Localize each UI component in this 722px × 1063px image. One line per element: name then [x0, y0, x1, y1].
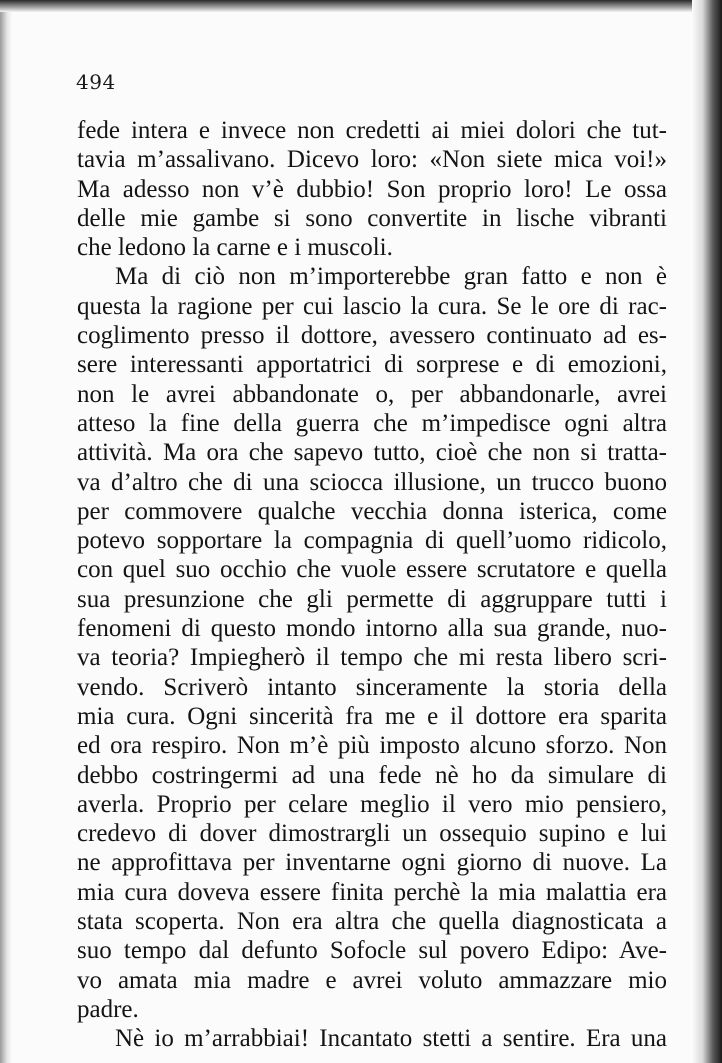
text-line: fenomeni di questo mondo intorno alla sua grande, nuo-	[77, 615, 667, 643]
text-line: credevo di dover dimostrargli un ossequio supino e lui	[77, 820, 667, 848]
page-edge-shadow	[692, 0, 722, 1063]
text-line: che ledono la carne e i muscoli.	[77, 234, 393, 262]
text-line: sua presunzione che gli permette di aggruppare tutti i	[77, 585, 667, 613]
text-line: ed ora respiro. Non m’è più imposto alcuno sforzo. Non	[77, 732, 667, 760]
text-line: suo tempo dal defunto Sofocle sul povero Edipo: Ave-	[77, 937, 667, 965]
text-line: potevo sopportare la compagnia di quell’uomo ridicolo,	[77, 527, 667, 555]
text-line: fede intera e invece non credetti ai miei dolori che tut-	[77, 117, 667, 144]
text-line: vo amata mia madre e avrei voluto ammazzare mio	[77, 966, 667, 994]
text-line: attività. Ma ora che sapevo tutto, cioè che non si tratta-	[77, 439, 667, 467]
text-line: mia cura. Ogni sincerità fra me e il dottore era sparita	[77, 702, 667, 730]
text-line: stata scoperta. Non era altra che quella diagnosticata a	[77, 908, 667, 936]
text-line: con quel suo occhio che vuole essere scrutatore e quella	[77, 556, 667, 584]
page-gutter-shadow	[0, 0, 12, 1063]
text-line: atteso la fine della guerra che m’impedisce ogni altra	[77, 409, 667, 437]
page-number: 494	[76, 70, 116, 94]
text-line: debbo costringermi ad una fede nè ho da simulare di	[77, 761, 667, 789]
text-line: averla. Proprio per celare meglio il vero mio pensiero,	[77, 790, 667, 818]
text-line: per commovere qualche vecchia donna isterica, come	[77, 497, 667, 525]
text-line: delle mie gambe si sono convertite in lische vibranti	[77, 204, 667, 232]
text-line: coglimento presso il dottore, avessero continuato ad es-	[77, 322, 667, 350]
text-line: tavia m’assalivano. Dicevo loro: «Non siete mica voi!»	[77, 146, 667, 174]
body-text	[77, 116, 667, 1054]
text-line: vendo. Scriverò intanto sinceramente la storia della	[77, 673, 667, 701]
text-line: sere interessanti apportatrici di sorprese e di emozioni,	[77, 351, 667, 379]
text-line: non le avrei abbandonate o, per abbandonarle, avrei	[77, 380, 667, 408]
page-top-shadow	[0, 0, 722, 12]
text-line: va teoria? Impiegherò il tempo che mi resta libero scri-	[77, 644, 667, 672]
text-line: ne approfittava per inventarne ogni giorno di nuove. La	[77, 849, 667, 877]
text-line: questa la ragione per cui lascio la cura. Se le ore di rac-	[77, 292, 667, 320]
text-line: Ma di ciò non m’importerebbe gran fatto e non è	[115, 263, 667, 291]
text-line: va d’altro che di una sciocca illusione, un trucco buono	[77, 468, 667, 496]
text-line: Ma adesso non v’è dubbio! Son proprio loro! Le ossa	[77, 175, 667, 203]
text-line: padre.	[77, 995, 139, 1023]
text-line: Nè io m’arrabbiai! Incantato stetti a sentire. Era una	[115, 1025, 667, 1053]
text-line: mia cura doveva essere finita perchè la mia malattia era	[77, 878, 667, 906]
